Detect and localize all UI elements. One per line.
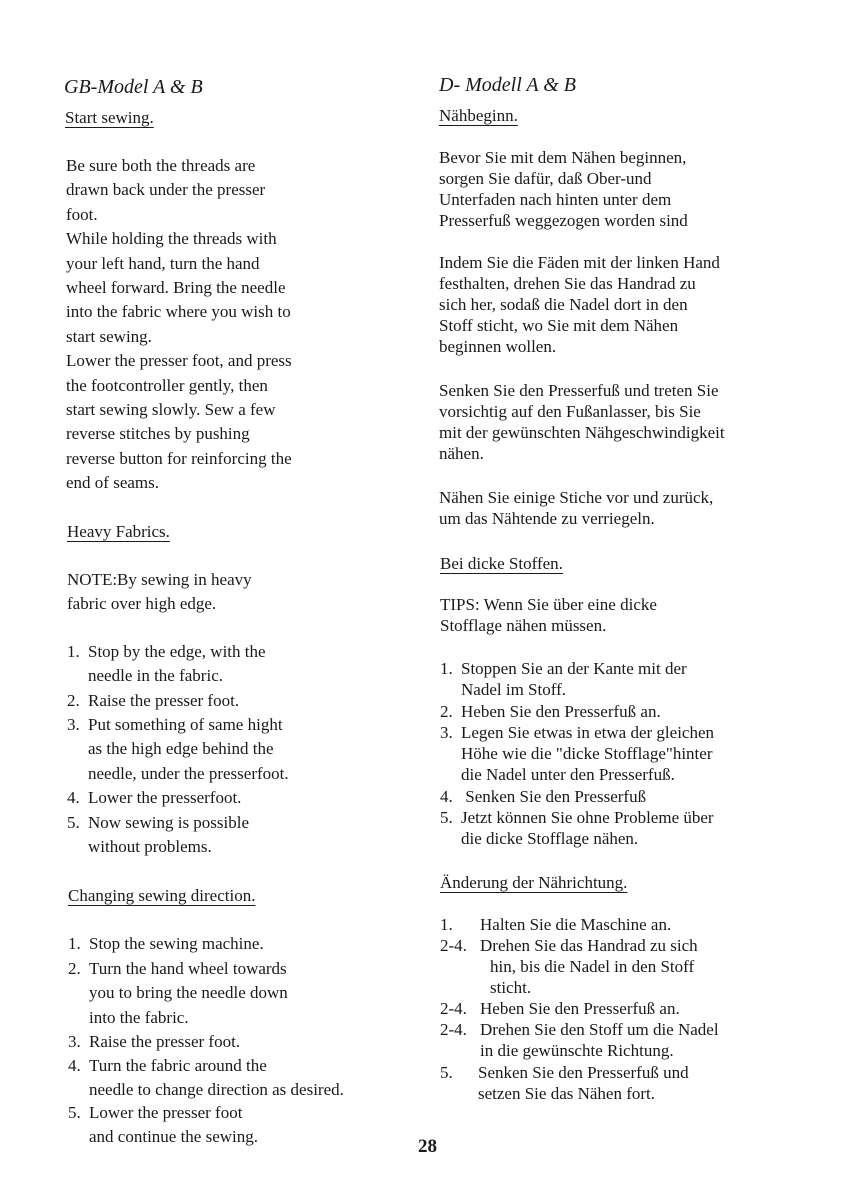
text-line: needle in the fabric. [88,666,223,686]
text-line: Senken Sie den Presserfuß und treten Sie [439,381,719,400]
text-line: as the high edge behind the [88,739,274,759]
text-line: Heben Sie den Presserfuß an. [461,702,661,721]
text-line: into the fabric. [89,1007,189,1027]
list-number: 5. [440,808,453,827]
dicke-stoffen-heading: Bei dicke Stoffen. [440,554,563,573]
text-line: setzen Sie das Nähen fort. [478,1084,656,1103]
list-number: 4. [67,788,80,807]
heavy-note [67,568,252,617]
text-line: Turn the fabric around the [89,1056,267,1075]
list-item [68,1030,240,1054]
text-line: Legen Sie etwas in etwa der gleichen [461,723,715,742]
list-number: 2. [67,691,80,710]
list-number: 5. [68,1103,81,1122]
text-line: fabric over high edge. [67,594,217,614]
list-number: 1. [67,642,80,661]
left-model-title: GB-Model A & B [64,76,203,98]
text-line: wheel forward. Bring the needle [66,278,286,298]
text-line: Be sure both the threads are [66,156,256,175]
text-line: sich her, sodaß die Nadel dort in den [439,295,688,314]
text-line: your left hand, turn the hand [66,253,260,273]
list-item [440,807,714,849]
list-item [67,786,241,810]
text-line: mit der gewünschten Nähgeschwindigkeit [439,423,725,442]
list-number: 3. [440,723,453,742]
text-line: sticht. [490,978,532,997]
text-line: Raise the presser foot. [89,1032,241,1051]
list-number: 4. [68,1056,81,1075]
text-line: drawn back under the presser [66,180,266,200]
list-item [440,935,698,998]
list-number: 1. [440,915,453,934]
text-line: start sewing. [66,326,152,346]
list-number: 5. [67,813,80,832]
text-line: NOTE:By sewing in heavy [67,570,252,589]
text-line: Senken Sie den Presserfuß [461,787,647,806]
text-line: Senken Sie den Presserfuß und [478,1063,689,1082]
text-line: Bevor Sie mit dem Nähen beginnen, [439,148,687,167]
text-line: Stop the sewing machine. [89,934,264,953]
list-item [68,1101,258,1150]
text-line: vorsichtig auf den Fußanlasser, bis Sie [439,402,701,421]
naehbeginn-para3 [439,380,725,464]
text-line: Indem Sie die Fäden mit der linken Hand [439,253,720,272]
text-line: in die gewünschte Richtung. [480,1041,674,1060]
text-line: needle to change direction as desired. [89,1080,344,1100]
text-line: die Nadel unter den Presserfuß. [461,765,675,784]
list-item [440,722,714,785]
text-line: Lower the presserfoot. [88,788,242,807]
text-line: beginnen wollen. [439,337,557,356]
text-line: Stoff sticht, wo Sie mit dem Nähen [439,316,679,335]
list-number: 2. [440,702,453,721]
changing-direction-heading: Changing sewing direction. [68,886,256,905]
list-number: 2-4. [440,999,467,1018]
text-line: sorgen Sie dafür, daß Ober-und [439,169,652,188]
naehbeginn-para4 [439,487,713,529]
naehbeginn-para2 [439,252,720,357]
list-number: 1. [440,659,453,678]
naehbeginn-para1 [439,147,688,231]
tips-text [440,594,657,636]
text-line: Stoppen Sie an der Kante mit der [461,659,687,678]
list-item [440,914,671,935]
text-line: into the fabric where you wish to [66,302,291,322]
text-line: Unterfaden nach hinten unter dem [439,190,672,209]
list-item [68,932,264,956]
list-item [440,786,646,807]
list-item [440,701,661,722]
text-line: die dicke Stofflage nähen. [461,829,639,848]
text-line: Heben Sie den Presserfuß an. [480,999,680,1018]
naehbeginn-heading: Nähbeginn. [439,106,518,125]
list-number: 2-4. [440,1020,467,1039]
list-item [68,1054,344,1103]
text-line: and continue the sewing. [89,1127,259,1147]
text-line: Now sewing is possible [88,813,250,832]
text-line: um das Nähtende zu verriegeln. [439,509,655,528]
text-line: Nähen Sie einige Stiche vor und zurück, [439,488,714,507]
heavy-fabrics-heading: Heavy Fabrics. [67,522,170,541]
list-item [440,998,680,1019]
text-line: end of seams. [66,473,160,493]
naehrichtung-heading: Änderung der Nährichtung. [440,873,628,892]
text-line: While holding the threads with [66,229,277,249]
list-number: 2. [68,959,81,978]
text-line: Halten Sie die Maschine an. [480,915,672,934]
text-line: Höhe wie die "dicke Stofflage"hinter [461,744,713,763]
right-model-title: D- Modell A & B [439,74,577,96]
text-line: Put something of same hight [88,715,283,734]
text-line: Drehen Sie den Stoff um die Nadel [480,1020,719,1039]
text-line: Stofflage nähen müssen. [440,616,607,635]
text-line: Turn the hand wheel towards [89,959,287,978]
list-item [67,713,289,786]
list-item [67,811,249,860]
text-line: Drehen Sie das Handrad zu sich [480,936,698,955]
text-line: Stop by the edge, with the [88,642,266,661]
text-line: the footcontroller gently, then [66,375,268,395]
text-line: foot. [66,204,98,224]
list-item [440,658,687,700]
text-line: reverse button for reinforcing the [66,448,292,468]
text-line: needle, under the presserfoot. [88,763,289,783]
text-line: nähen. [439,444,484,463]
text-line: start sewing slowly. Sew a few [66,400,276,420]
text-line: TIPS: Wenn Sie über eine dicke [440,595,657,614]
text-line: reverse stitches by pushing [66,424,250,444]
text-line: Lower the presser foot, and press [66,351,292,371]
list-number: 1. [68,934,81,953]
list-number: 5. [440,1063,453,1082]
text-line: Presserfuß weggezogen worden sind [439,211,688,230]
text-line: festhalten, drehen Sie das Handrad zu [439,274,696,293]
list-item [440,1062,689,1104]
page-number: 28 [418,1136,437,1157]
text-line: Nadel im Stoff. [461,680,566,699]
list-item [67,640,266,689]
list-item [67,689,239,713]
list-item [68,957,288,1030]
list-number: 3. [67,715,80,734]
list-number: 4. [440,787,453,806]
list-number: 3. [68,1032,81,1051]
text-line: you to bring the needle down [89,983,288,1003]
start-sewing-text [66,154,292,496]
text-line: hin, bis die Nadel in den Stoff [490,957,695,976]
text-line: Raise the presser foot. [88,691,240,710]
start-sewing-heading: Start sewing. [65,108,154,127]
list-item [440,1019,719,1061]
text-line: Lower the presser foot [89,1103,243,1122]
text-line: without problems. [88,837,212,857]
text-line: Jetzt können Sie ohne Probleme über [461,808,714,827]
list-number: 2-4. [440,936,467,955]
